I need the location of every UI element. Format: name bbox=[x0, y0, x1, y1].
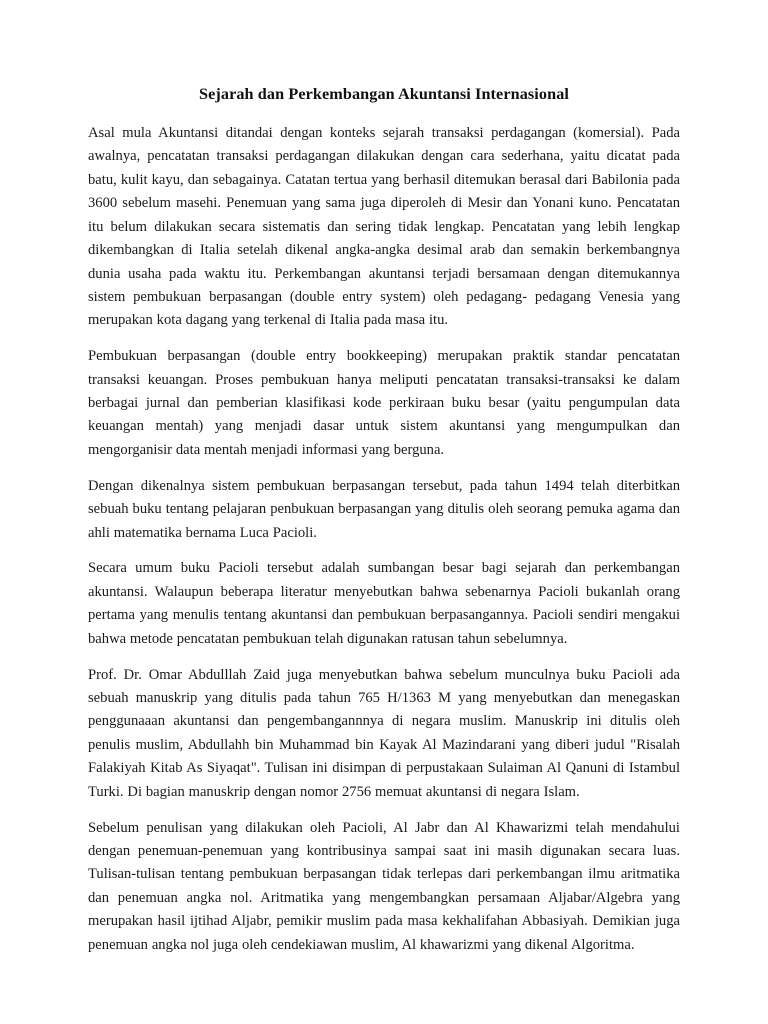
document-body bbox=[88, 84, 680, 957]
page-title: Sejarah dan Perkembangan Akuntansi Internasional bbox=[199, 85, 569, 103]
paragraph-4: Secara umum buku Pacioli tersebut adalah sumbangan besar bagi sejarah dan perkembangan akuntansi. Walaupun beberapa literatur menyebutkan bahwa sebenarnya Pacioli bukanlah orang pertama yang menulis tentang akuntansi dan pembukuan berpasangannya. Pacioli sendiri mengakui bahwa metode pencatatan pembukuan telah digunakan ratusan tahun sebelumnya. bbox=[88, 560, 680, 647]
paragraph-2: Pembukuan berpasangan (double entry bookkeeping) merupakan praktik standar pencatatan transaksi keuangan. Proses pembukuan hanya meliputi pencatatan transaksi-transaksi ke dalam berbagai jurnal dan pemberian klasifikasi kode perkiraan buku besar (yaitu pengumpulan data keuangan mentah) yang menjadi dasar untuk sistem akuntansi yang mengumpulkan dan mengorganisir data mentah menjadi informasi yang berguna. bbox=[88, 348, 680, 458]
paragraph-3: Dengan dikenalnya sistem pembukuan berpasangan tersebut, pada tahun 1494 telah diterbitkan sebuah buku tentang pelajaran penbukuan berpasangan yang ditulis oleh seorang pemuka agama dan ahli matematika bernama Luca Pacioli. bbox=[88, 477, 680, 541]
paragraph-1: Asal mula Akuntansi ditandai dengan konteks sejarah transaksi perdagangan (komersial). Pada awalnya, pencatatan transaksi perdagangan dilakukan dengan cara sederhana, yaitu dicatat pada batu, kulit kayu, dan sebagainya. Catatan tertua yang berhasil ditemukan berasal dari Babilonia pada 3600 sebelum masehi. Penemuan yang sama juga diperoleh di Mesir dan Yonani kuno. Pencatatan itu belum dilakukan secara sistematis dan sering tidak lengkap. Pencatatan yang lebih lengkap dikembangkan di Italia setelah dikenal angka-angka desimal arab dan semakin berkembangnya dunia usaha pada waktu itu. Perkembangan akuntansi terjadi bersamaan dengan ditemukannya sistem pembukuan berpasangan (double entry system) oleh pedagang- pedagang Venesia yang merupakan kota dagang yang terkenal di Italia pada masa itu. bbox=[88, 125, 680, 329]
paragraph-5: Prof. Dr. Omar Abdulllah Zaid juga menyebutkan bahwa sebelum munculnya buku Pacioli ada sebuah manuskrip yang ditulis pada tahun 765 H/1363 M yang menyebutkan dan menegaskan penggunaaan akuntansi dan pengembangannnya di negara muslim. Manuskrip ini ditulis oleh penulis muslim, Abdullahh bin Muhammad bin Kayak Al Mazindarani yang diberi judul "Risalah Falakiyah Kitab As Siyaqat". Tulisan ini disimpan di perpustakaan Sulaiman Al Qanuni di Istambul Turki. Di bagian manuskrip dengan nomor 2756 memuat akuntansi di negara Islam. bbox=[88, 666, 680, 800]
paragraph-6: Sebelum penulisan yang dilakukan oleh Pacioli, Al Jabr dan Al Khawarizmi telah mendahului dengan penemuan-penemuan yang kontribusinya sampai saat ini masih digunakan secara luas. Tulisan-tulisan tentang pembukuan berpasangan tidak terlepas dari perkembangan ilmu aritmatika dan penemuan angka nol. Aritmatika yang mengembangkan persamaan Aljabar/Algebra yang merupakan hasil ijtihad Aljabr, pemikir muslim pada masa kekhalifahan Abbasiyah. Demikian juga penemuan angka nol juga oleh cendekiawan muslim, Al khawarizmi yang dikenal Algoritma. bbox=[88, 819, 680, 953]
